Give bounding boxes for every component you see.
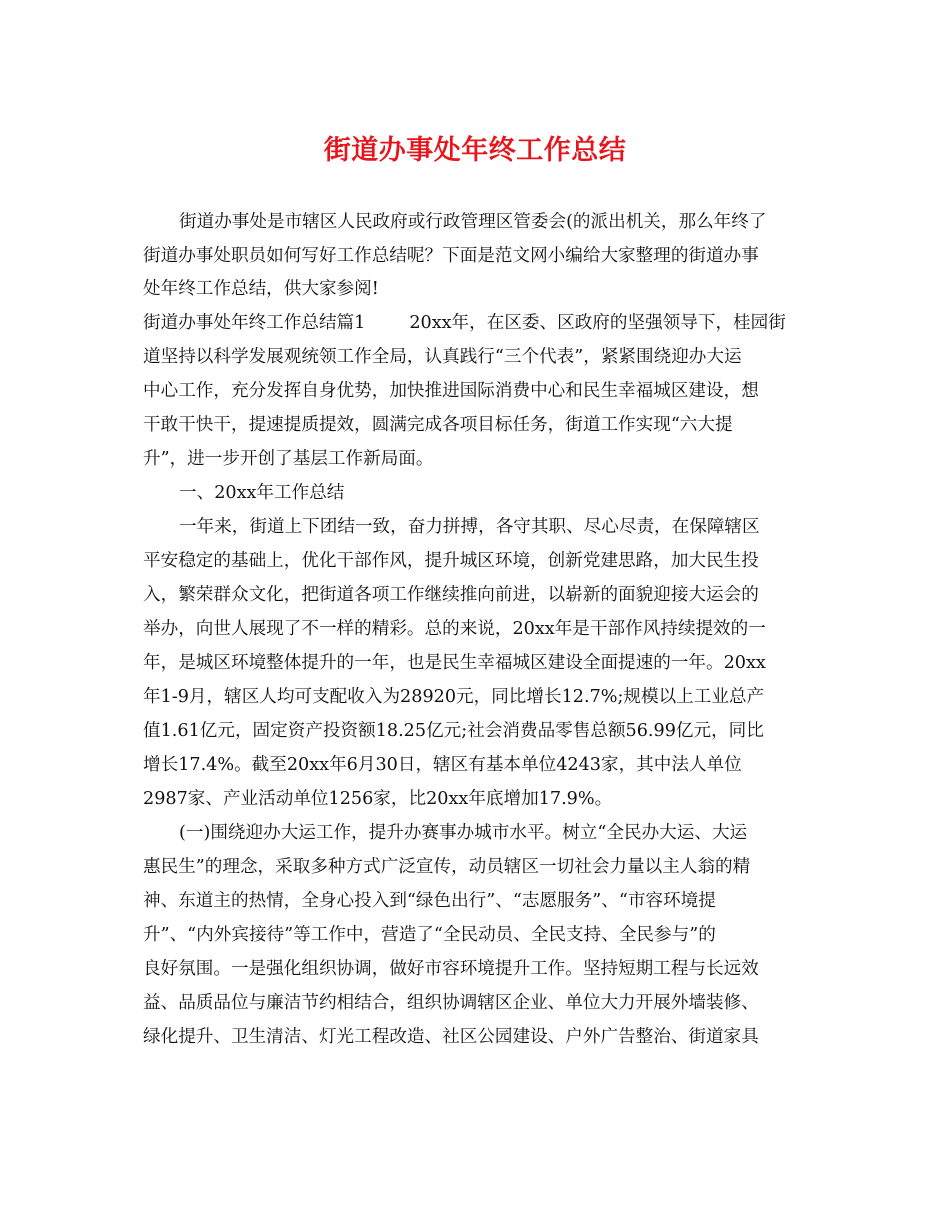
body-line: 惠民生”的理念，采取多种方式广泛宣传，动员辖区一切社会力量以主人翁的精: [143, 857, 751, 877]
body-line: 升”、“内外宾接待”等工作中，营造了“全民动员、全民支持、全民参与”的: [143, 925, 716, 945]
body-line: 街道办事处职员如何写好工作总结呢？下面是范文网小编给大家整理的街道办事: [143, 246, 759, 266]
body-line: 年，是城区环境整体提升的一年，也是民生幸福城区建设全面提速的一年。20xx: [143, 653, 766, 673]
body-line: 举办，向世人展现了不一样的精彩。总的来说，20xx年是干部作风持续提效的一: [143, 619, 766, 639]
section-heading: 一、20xx年工作总结: [179, 483, 345, 503]
body-line: 升”，进一步开创了基层工作新局面。: [143, 449, 434, 469]
body-line: 道坚持以科学发展观统领工作全局，认真践行“三个代表”，紧紧围绕迎办大运: [143, 347, 742, 367]
body-line: 值1.61亿元，固定资产投资额18.25亿元;社会消费品零售总额56.99亿元，同比: [143, 721, 764, 741]
body-line: (一)围绕迎办大运工作，提升办赛事办城市水平。树立“全民办大运、大运: [179, 823, 748, 843]
body-line: 绿化提升、卫生清洁、灯光工程改造、社区公园建设、户外广告整治、街道家具: [143, 1027, 759, 1047]
body-line: 益、品质品位与廉洁节约相结合，组织协调辖区企业、单位大力开展外墙装修、: [143, 993, 759, 1013]
body-line: 平安稳定的基础上，优化干部作风，提升城区环境，创新党建思路，加大民生投: [143, 551, 759, 571]
body-line: 处年终工作总结，供大家参阅!: [143, 279, 379, 299]
document-title: 街道办事处年终工作总结: [323, 135, 627, 166]
body-line: 良好氛围。一是强化组织协调，做好市容环境提升工作。坚持短期工程与长远效: [143, 959, 759, 979]
body-line: 增长17.4%。截至20xx年6月30日，辖区有基本单位4243家，其中法人单位: [143, 755, 742, 775]
section-heading-line: [143, 311, 786, 335]
article-label: 街道办事处年终工作总结篇1: [143, 313, 366, 333]
body-line: 20xx年，在区委、区政府的坚强领导下，桂园街: [409, 313, 786, 333]
body-line: 干敢干快干，提速提质提效，圆满完成各项目标任务，街道工作实现“六大提: [143, 415, 733, 435]
body-line: 神、东道主的热情，全身心投入到“绿色出行”、“志愿服务”、“市容环境提: [143, 891, 716, 911]
body-line: 街道办事处是市辖区人民政府或行政管理区管委会(的派出机关，那么年终了: [179, 212, 767, 232]
body-line: 入，繁荣群众文化，把街道各项工作继续推向前进，以崭新的面貌迎接大运会的: [143, 585, 759, 605]
body-line: 年1-9月，辖区人均可支配收入为28920元，同比增长12.7%;规模以上工业总产: [143, 687, 765, 707]
body-line: 中心工作，充分发挥自身优势，加快推进国际消费中心和民生幸福城区建设，想: [143, 381, 759, 401]
body-line: 2987家、产业活动单位1256家，比20xx年底增加17.9%。: [143, 789, 613, 809]
body-line: 一年来，街道上下团结一致，奋力拼搏，各守其职、尽心尽责，在保障辖区: [179, 517, 760, 537]
